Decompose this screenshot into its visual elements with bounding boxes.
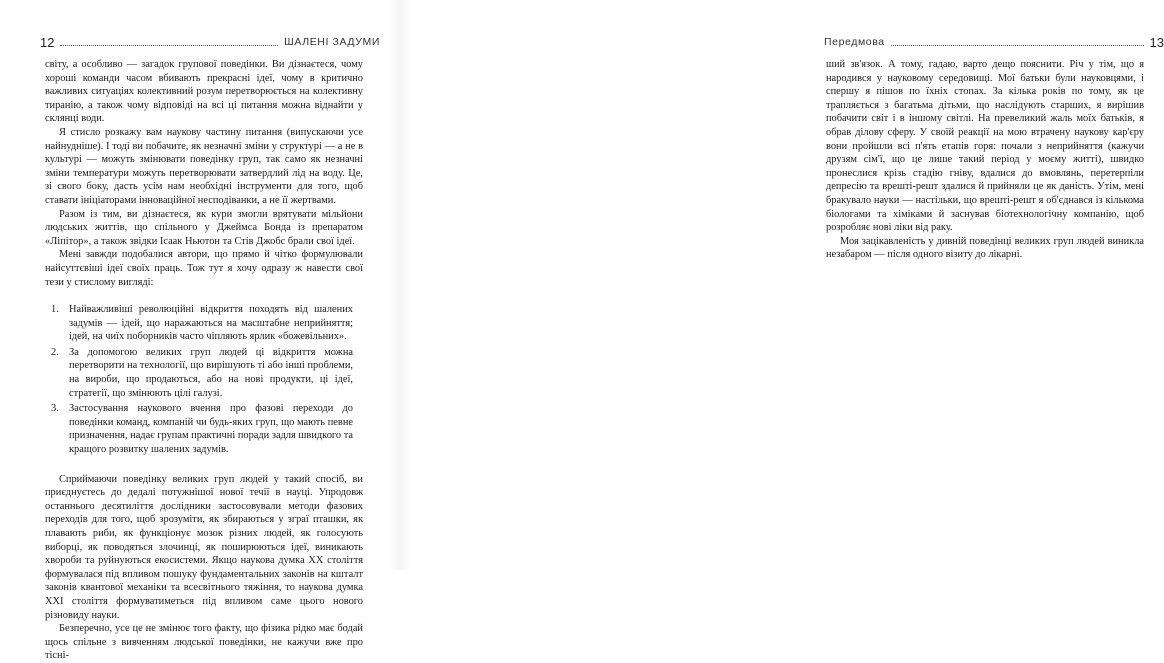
running-title: Передмова	[824, 36, 885, 48]
page-number: 13	[1149, 34, 1164, 50]
theses-list	[45, 303, 363, 457]
thesis-text: За допомогою великих груп людей ці відкриття можна перетворити на технології, що вирішують ті або інші проблеми, на вироби, що продаються, або на нові продукти, ці ідеї, стратегії, що змінюють цілі галузі.	[69, 346, 353, 399]
right-page-header	[824, 34, 1164, 50]
thesis-item	[45, 303, 363, 344]
thesis-item	[45, 402, 363, 456]
right-page	[400, 0, 1164, 570]
thesis-number: 3.	[51, 403, 59, 415]
right-page-body	[826, 58, 1144, 262]
left-page-body	[45, 58, 363, 663]
paragraph: Безперечно, усе це не змінює того факту, що фізика рідко має бодай щось спільне з вивченням людської поведінки, не кажучи вже про тісні-	[45, 623, 363, 662]
header-dotted-rule	[60, 45, 278, 46]
paragraph: ший зв'язок. А тому, гадаю, варто дещо пояснити. Річ у тім, що я народився у науковому середовищі. Мої батьки були науковцями, і спершу я пішов по їхніх стопах. За кілька років по тому, як це трапляється з багатьма дітьми, що наслідують старших, я вирішив побачити світ і в іншому світлі. На превеликий жаль моїх батьків, я обрав ділову сферу. У своїй реакції на мою втрачену наукову кар'єру вони пройшли всі п'ять етапів горя: почали з неприйняття (кажучи друзям сім'ї, що це лише такий період у моєму житті), швидко пронеслися крізь стадію гніву, вдалися до вмовлянь, перетерпіли депресію та врешті-решт здалися й прийняли це як даність. Утім, мені бракувало науки — настільки, що врешті-решт я об'єднався із кількома біологами та хіміками й заснував біотехнологічну компанію, щоб розробляє нові ліки від раку.	[826, 59, 1144, 234]
header-dotted-rule	[891, 45, 1144, 46]
paragraph: Разом із тим, ви дізнаєтеся, як кури змогли врятувати мільйони людських життів, що спільного у Джеймса Бонда із препаратом «Ліпітор», а також звідки Ісаак Ньютон та Стів Джобс брали свої ідеї.	[45, 208, 363, 247]
left-page-header	[40, 34, 380, 50]
thesis-text: Найважливіші революційні відкриття походять від шалених задумів — ідей, що наражаються на масштабне неприйняття; ідей, на чиїх поборників часто чіпляють ярлик «божевільних».	[69, 304, 353, 343]
thesis-item	[45, 346, 363, 400]
page-number: 12	[40, 34, 55, 50]
thesis-number: 2.	[51, 346, 59, 358]
thesis-number: 1.	[51, 304, 59, 316]
running-title: ШАЛЕНІ ЗАДУМИ	[284, 36, 380, 48]
paragraph: Моя зацікавленість у дивній поведінці великих груп людей виникла незабаром — після одного візиту до лікарні.	[826, 235, 1144, 261]
paragraph: Сприймаючи поведінку великих груп людей у такий спосіб, ви приєднуєтесь до дедалі потужнішої нової течії в науці. Упродовж останнього десятиліття дослідники застосовували методи фазових переходів для того, щоб зрозуміти, як збираються у зграї пташки, як плавають риби, як функціонує мозок різних людей, як голосують виборці, як поводяться злочинці, як поширюються ідеї, виникають хвороби та руйнуються екосистеми. Якщо наукова думка XX століття формувалася під впливом пошуку фундаментальних законів на кшталт законів квантової механіки та всесвітнього тяжіння, то наукова думка XXI століття формуватиметься під впливом саме цього нового різновиду науки.	[45, 473, 363, 621]
paragraph: Мені завжди подобалися автори, що прямо й чітко формулювали найсуттєвіші ідеї своїх праць. Тож тут я хочу одразу ж навести свої тези у стислому вигляді:	[45, 249, 363, 288]
thesis-text: Застосування наукового вчення про фазові переходи до поведінки команд, компаній чи будь-яких груп, що мають певне призначення, надає групам практичні поради задля швидкого та кращого розвитку шалених задумів.	[69, 403, 353, 456]
left-page	[0, 0, 400, 662]
paragraph: світу, а особливо — загадок групової поведінки. Ви дізнаєтеся, чому хороші команди часом вбивають прекрасні ідеї, чому в критично важливих ситуаціях колективний розум перетворюється на колективну тиранію, а також чому відповіді на всі ці питання можна віднайти у склянці води.	[45, 59, 363, 125]
paragraph: Я стисло розкажу вам наукову частину питання (випускаючи усе найнудніше). І тоді ви побачите, як незначні зміни у структурі — а не в культурі — можуть змінювати поведінку груп, так само як незначні зміни температури можуть перетворювати затвердлий лід на воду. Це, зі свого боку, дасть усім нам необхідні інструменти для того, щоб ставати ініціаторами інноваційної несподіванки, а не її жертвами.	[45, 126, 363, 206]
